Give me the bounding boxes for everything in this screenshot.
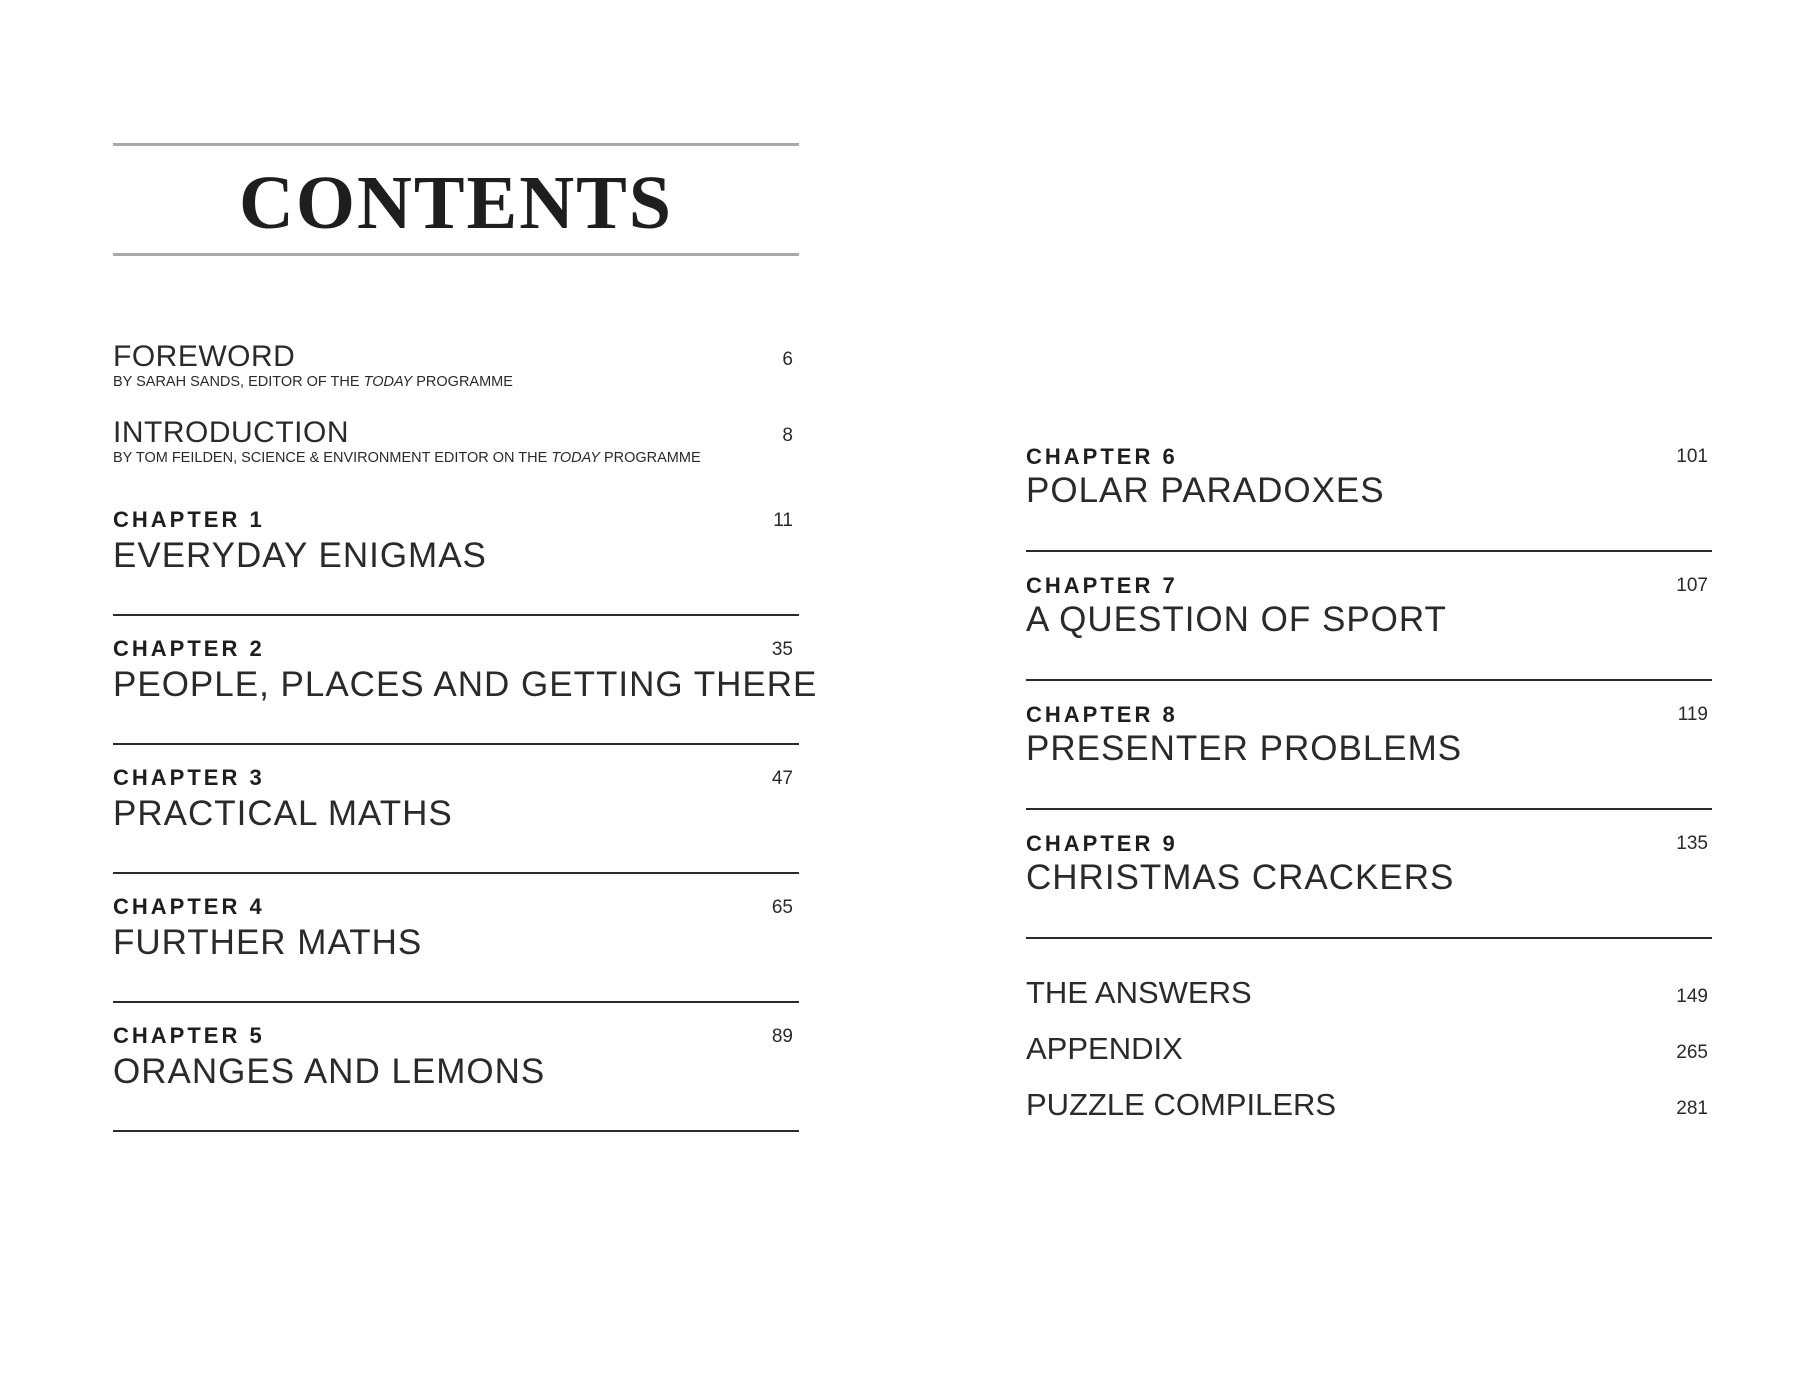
appendix-page: 265 [1676, 1042, 1708, 1063]
chapter-9-title: CHRISTMAS CRACKERS [1026, 858, 1455, 897]
chapter-6-page: 101 [1676, 446, 1708, 467]
appendix-title: APPENDIX [1026, 1031, 1183, 1066]
chapter-8-rule [1026, 808, 1712, 810]
chapter-5-rule [113, 1130, 799, 1132]
chapter-2-label: CHAPTER 2 [113, 636, 265, 661]
chapter-6-label: CHAPTER 6 [1026, 444, 1178, 469]
chapter-3-rule [113, 872, 799, 874]
answers-title: THE ANSWERS [1026, 975, 1252, 1010]
chapter-2-title: PEOPLE, PLACES AND GETTING THERE [113, 665, 818, 704]
chapter-4-rule [113, 1001, 799, 1003]
introduction-title: INTRODUCTION [113, 416, 349, 449]
chapter-7-title: A QUESTION OF SPORT [1026, 600, 1447, 639]
chapter-3-title: PRACTICAL MATHS [113, 794, 453, 833]
chapter-9-label: CHAPTER 9 [1026, 831, 1178, 856]
foreword-byline: BY SARAH SANDS, EDITOR OF THE TODAY PROGRAMME [113, 374, 513, 390]
chapter-9-rule [1026, 937, 1712, 939]
heading-bottom-rule [113, 253, 799, 256]
introduction-byline: BY TOM FEILDEN, SCIENCE & ENVIRONMENT EDITOR ON THE TODAY PROGRAMME [113, 450, 701, 466]
page-title: CONTENTS [238, 161, 674, 245]
chapter-5-label: CHAPTER 5 [113, 1023, 265, 1048]
chapter-1-title: EVERYDAY ENIGMAS [113, 536, 487, 575]
chapter-8-page: 119 [1677, 704, 1708, 725]
chapter-5-page: 89 [771, 1026, 793, 1047]
heading-top-rule [113, 143, 799, 146]
introduction-page: 8 [782, 425, 793, 446]
chapter-4-page: 65 [771, 897, 793, 918]
chapter-3-label: CHAPTER 3 [113, 765, 265, 790]
puzzle-compilers-title: PUZZLE COMPILERS [1026, 1087, 1337, 1122]
chapter-2-rule [113, 743, 799, 745]
chapter-6-rule [1026, 550, 1712, 552]
chapter-1-rule [113, 614, 799, 616]
chapter-4-title: FURTHER MATHS [113, 923, 423, 962]
chapter-2-page: 35 [771, 639, 793, 660]
chapter-3-page: 47 [771, 768, 793, 789]
chapter-9-page: 135 [1676, 833, 1708, 854]
chapter-7-page: 107 [1676, 575, 1708, 596]
chapter-4-label: CHAPTER 4 [113, 894, 265, 919]
chapter-7-label: CHAPTER 7 [1026, 573, 1178, 598]
chapter-5-title: ORANGES AND LEMONS [113, 1052, 546, 1091]
chapter-8-label: CHAPTER 8 [1026, 702, 1178, 727]
chapter-8-title: PRESENTER PROBLEMS [1026, 729, 1463, 768]
foreword-page: 6 [782, 349, 793, 370]
chapter-1-page: 11 [773, 510, 793, 531]
chapter-7-rule [1026, 679, 1712, 681]
chapter-6-title: POLAR PARADOXES [1026, 471, 1385, 510]
puzzle-compilers-page: 281 [1676, 1098, 1708, 1119]
answers-page: 149 [1676, 986, 1708, 1007]
foreword-title: FOREWORD [113, 340, 296, 373]
chapter-1-label: CHAPTER 1 [113, 507, 265, 532]
